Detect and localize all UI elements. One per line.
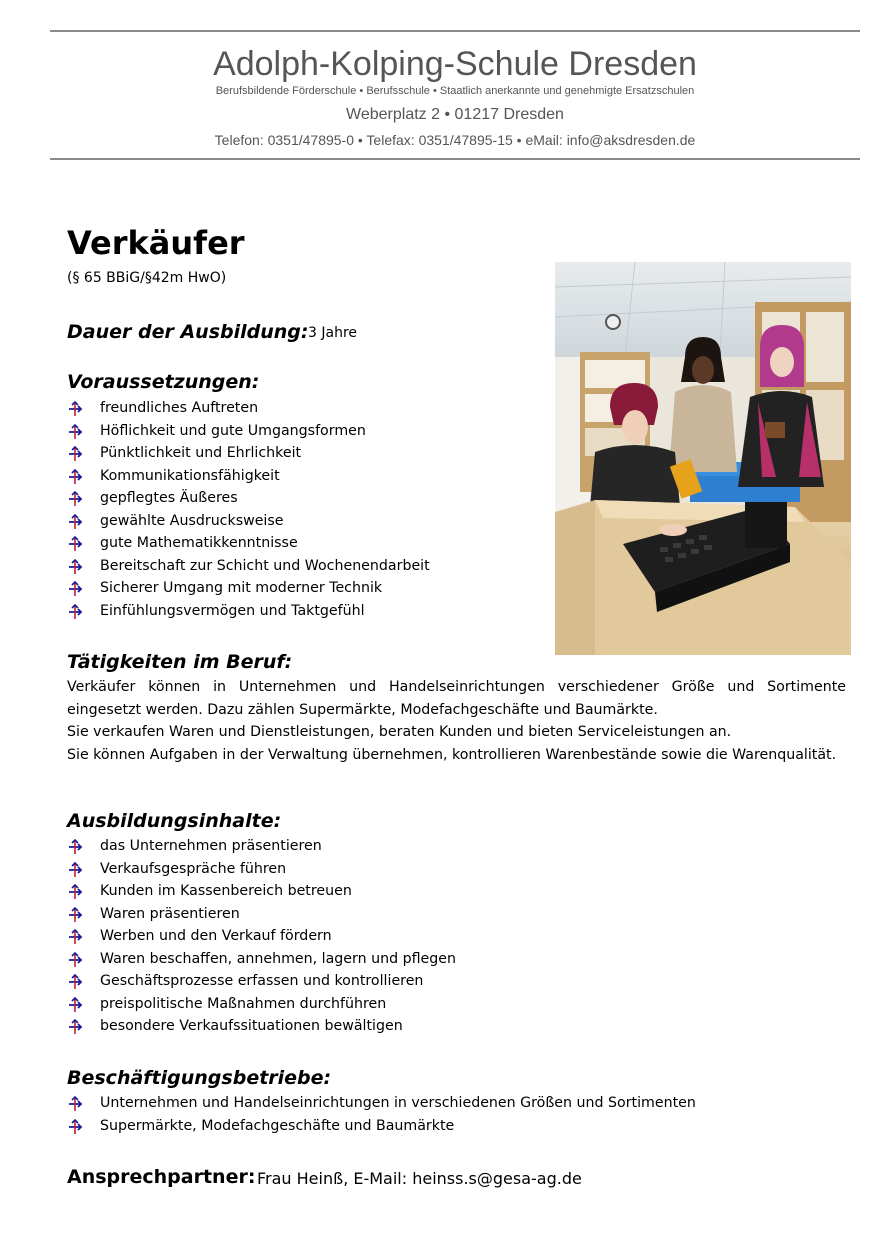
list-item-label: Sicherer Umgang mit moderner Technik: [100, 580, 383, 596]
list-item: [67, 970, 456, 993]
arrow-star-bullet-icon: [67, 604, 83, 620]
taetigkeiten-heading: Tätigkeiten im Beruf:: [67, 651, 293, 673]
school-subtitle: Berufsbildende Förderschule • Berufsschule • Staatlich anerkannte und genehmigte Ersatzschulen: [215, 85, 695, 97]
taetigkeiten-paragraph-3: Sie können Aufgaben in der Verwaltung übernehmen, kontrollieren Warenbestände sowie die Warenqualität.: [67, 746, 837, 763]
list-item-label: Einfühlungsvermögen und Taktgefühl: [100, 602, 365, 619]
arrow-star-bullet-icon: [67, 884, 83, 900]
header-rule-bottom: [50, 158, 860, 160]
job-title: Verkäufer: [67, 224, 245, 262]
arrow-star-bullet-icon: [67, 929, 83, 945]
list-item: [67, 442, 430, 465]
arrow-star-bullet-icon: [67, 424, 83, 440]
arrow-star-bullet-icon: [67, 1019, 83, 1035]
list-item: [67, 925, 456, 948]
list-item: [67, 880, 456, 903]
arrow-star-bullet-icon: [67, 581, 83, 597]
ausbildungsinhalte-heading: Ausbildungsinhalte:: [67, 810, 282, 832]
arrow-star-bullet-icon: [67, 997, 83, 1013]
arrow-star-bullet-icon: [67, 974, 83, 990]
list-item-label: Geschäftsprozesse erfassen und kontrollieren: [100, 973, 424, 989]
list-item: [67, 510, 430, 533]
list-item: [67, 903, 456, 926]
arrow-star-bullet-icon: [67, 491, 83, 507]
list-item: [67, 948, 456, 971]
list-item: [67, 1115, 696, 1138]
list-item-label: Supermärkte, Modefachgeschäfte und Baumärkte: [100, 1117, 455, 1134]
list-item: [67, 532, 430, 555]
arrow-star-bullet-icon: [67, 1096, 83, 1112]
list-item-label: gepflegtes Äußeres: [100, 490, 238, 506]
taetigkeiten-paragraph-1: Verkäufer können in Unternehmen und Handelseinrichtungen verschiedener Größe und Sortimente eingesetzt werden. Dazu zählen Supermärkte, Modefachgeschäfte und Baumärkte.: [67, 679, 846, 718]
ansprechpartner-value: Frau Heinß, E-Mail: heinss.s@gesa-ag.de: [257, 1169, 582, 1188]
school-contact: Telefon: 0351/47895-0 • Telefax: 0351/47895-15 • eMail: info@aksdresden.de: [214, 132, 696, 148]
list-item: [67, 993, 456, 1016]
arrow-star-bullet-icon: [67, 536, 83, 552]
beschaeftigung-heading: Beschäftigungsbetriebe:: [67, 1067, 332, 1089]
list-item: [67, 1092, 696, 1115]
list-item-label: Werben und den Verkauf fördern: [100, 928, 332, 944]
arrow-star-bullet-icon: [67, 952, 83, 968]
arrow-star-bullet-icon: [67, 401, 83, 417]
list-item-label: freundliches Auftreten: [100, 400, 259, 416]
list-item: [67, 420, 430, 443]
voraussetzungen-heading: Voraussetzungen:: [67, 371, 260, 393]
arrow-star-bullet-icon: [67, 559, 83, 575]
list-item: [67, 397, 430, 420]
list-item: [67, 835, 456, 858]
arrow-star-bullet-icon: [67, 446, 83, 462]
beschaeftigung-list: [67, 1092, 696, 1137]
school-address: Weberplatz 2 • 01217 Dresden: [346, 106, 564, 123]
job-law-reference: (§ 65 BBiG/§42m HwO): [67, 270, 227, 286]
list-item-label: Waren präsentieren: [100, 905, 240, 922]
header-rule-top: [50, 30, 860, 32]
list-item: [67, 1015, 456, 1038]
list-item: [67, 465, 430, 488]
arrow-star-bullet-icon: [67, 862, 83, 878]
list-item-label: Kommunikationsfähigkeit: [100, 467, 280, 484]
cash-register-photo: [555, 262, 851, 655]
list-item-label: preispolitische Maßnahmen durchführen: [100, 995, 387, 1012]
arrow-star-bullet-icon: [67, 839, 83, 855]
arrow-star-bullet-icon: [67, 469, 83, 485]
school-name: Adolph-Kolping-Schule Dresden: [213, 45, 697, 83]
taetigkeiten-paragraph-2: Sie verkaufen Waren und Dienstleistungen, beraten Kunden und bieten Serviceleistungen an.: [67, 724, 732, 740]
voraussetzungen-list: [67, 397, 430, 622]
arrow-star-bullet-icon: [67, 907, 83, 923]
list-item-label: Höflichkeit und gute Umgangsformen: [100, 422, 366, 439]
dauer-value: 3 Jahre: [308, 325, 357, 341]
taetigkeiten-text: [67, 676, 846, 766]
list-item-label: Kunden im Kassenbereich betreuen: [100, 883, 352, 899]
arrow-star-bullet-icon: [67, 1119, 83, 1135]
list-item-label: Pünktlichkeit und Ehrlichkeit: [100, 445, 302, 461]
list-item-label: gute Mathematikkenntnisse: [100, 535, 298, 551]
list-item-label: Waren beschaffen, annehmen, lagern und pflegen: [100, 950, 457, 967]
list-item: [67, 487, 430, 510]
list-item-label: Verkaufsgespräche führen: [100, 860, 287, 877]
list-item: [67, 555, 430, 578]
list-item: [67, 577, 430, 600]
list-item-label: Unternehmen und Handelseinrichtungen in verschiedenen Größen und Sortimenten: [100, 1095, 696, 1111]
list-item-label: besondere Verkaufssituationen bewältigen: [100, 1018, 403, 1034]
list-item: [67, 858, 456, 881]
list-item: [67, 600, 430, 623]
list-item-label: Bereitschaft zur Schicht und Wochenendarbeit: [100, 557, 430, 574]
arrow-star-bullet-icon: [67, 514, 83, 530]
list-item-label: gewählte Ausdrucksweise: [100, 512, 284, 529]
ausbildungsinhalte-list: [67, 835, 456, 1038]
ansprechpartner-label: Ansprechpartner:: [67, 1166, 256, 1188]
list-item-label: das Unternehmen präsentieren: [100, 838, 322, 854]
dauer-heading: Dauer der Ausbildung:: [67, 321, 309, 343]
